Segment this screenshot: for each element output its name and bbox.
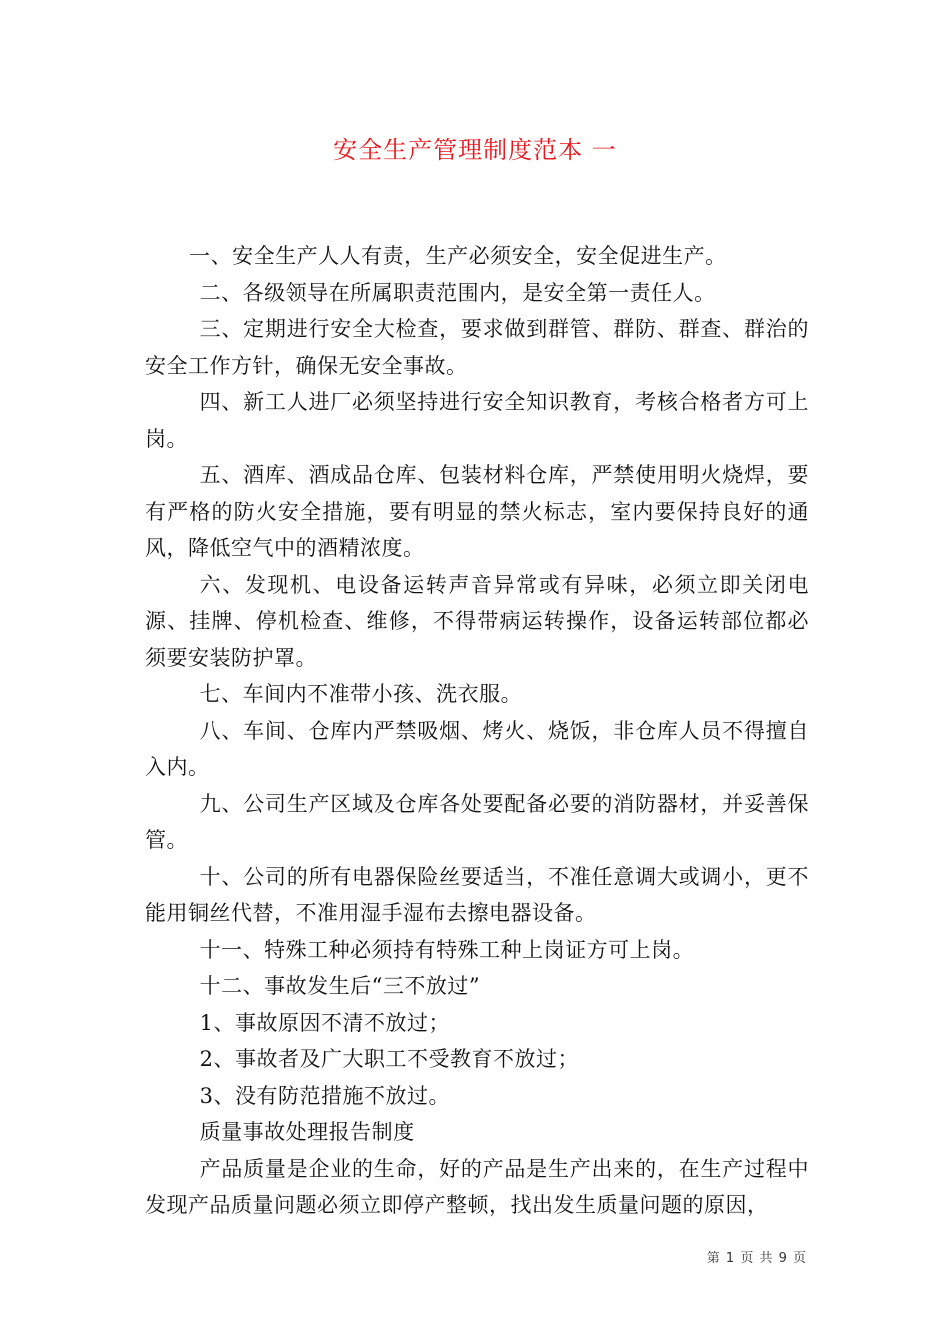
document-body <box>145 238 809 1224</box>
paragraph-6: 六、发现机、电设备运转声音异常或有异味，必须立即关闭电源、挂牌、停机检查、维修，不得带病运转操作，设备运转部位都必须要安装防护罩。 <box>145 572 809 670</box>
section-heading: 质量事故处理报告制度 <box>199 1120 415 1144</box>
paragraph-9: 九、公司生产区域及仓库各处要配备必要的消防器材，并妥善保管。 <box>145 791 809 852</box>
paragraph-quality: 产品质量是企业的生命，好的产品是生产出来的，在生产过程中发现产品质量问题必须立即停产整顿，找出发生质量问题的原因， <box>145 1156 809 1217</box>
paragraph-7: 七、车间内不准带小孩、洗衣服。 <box>199 682 523 706</box>
paragraph-5: 五、酒库、酒成品仓库、包装材料仓库，严禁使用明火烧焊，要有严格的防火安全措施，要有明显的禁火标志，室内要保持良好的通风，降低空气中的酒精浓度。 <box>145 463 809 560</box>
paragraph-3: 三、定期进行安全大检查，要求做到群管、群防、群查、群治的安全工作方针，确保无安全事故。 <box>145 317 809 378</box>
paragraph-12: 十二、事故发生后“三不放过” <box>199 974 481 998</box>
paragraph-10: 十、公司的所有电器保险丝要适当，不准任意调大或调小，更不能用铜丝代替，不准用湿手湿布去擦电器设备。 <box>145 864 809 925</box>
paragraph-4: 四、新工人进厂必须坚持进行安全知识教育，考核合格者方可上岗。 <box>145 390 809 451</box>
page-indicator: 第 1 页 共 9 页 <box>706 1251 807 1266</box>
paragraph-1: 一、安全生产人人有责，生产必须安全，安全促进生产。 <box>189 244 727 268</box>
list-item-1: 1、事故原因不清不放过； <box>199 1010 450 1035</box>
document-title: 安全生产管理制度范本 一 <box>333 136 617 164</box>
paragraph-8: 八、车间、仓库内严禁吸烟、烤火、烧饭，非仓库人员不得擅自入内。 <box>145 718 809 779</box>
list-item-3: 3、没有防范措施不放过。 <box>199 1083 450 1108</box>
list-item-2: 2、事故者及广大职工不受教育不放过； <box>199 1047 579 1071</box>
paragraph-2: 二、各级领导在所属职责范围内，是安全第一责任人。 <box>199 280 716 305</box>
paragraph-11: 十一、特殊工种必须持有特殊工种上岗证方可上岗。 <box>199 937 695 962</box>
